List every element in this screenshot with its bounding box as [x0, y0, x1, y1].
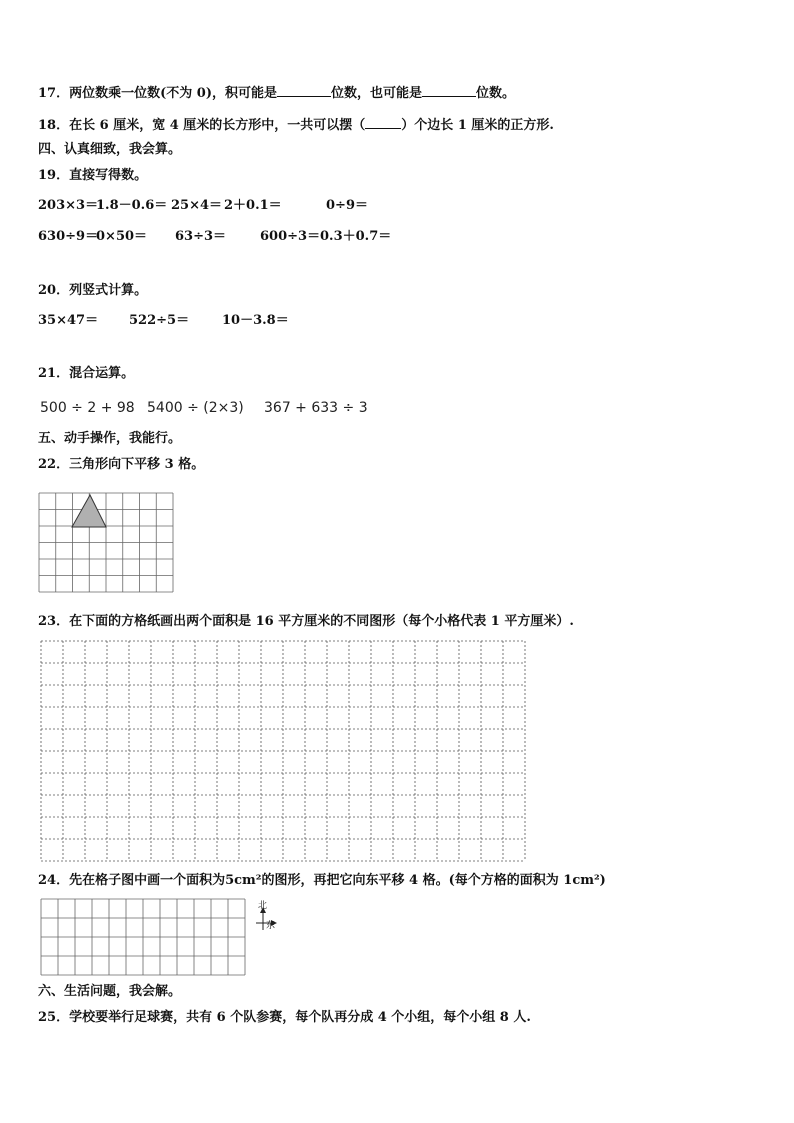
q23-grid-lines	[41, 641, 525, 861]
q20-item: 10－3.8＝	[222, 313, 289, 328]
q22-grid-lines	[39, 493, 173, 592]
q19-r2-item: 63÷3＝	[175, 229, 227, 244]
east-label: 东	[266, 921, 276, 931]
q24-grid-lines	[41, 899, 245, 975]
q25-title: 25．学校要举行足球赛，共有 6 个队参赛，每个队再分成 4 个小组，每个小组 8 人.	[38, 1010, 531, 1025]
question-17	[38, 84, 515, 102]
q21-item: 500 ÷ 2 + 98	[40, 400, 135, 416]
q19-r2-item: 630÷9＝	[38, 229, 99, 244]
q19-r2-item: 600÷3＝	[260, 229, 321, 244]
q19-title: 19．直接写得数。	[38, 168, 148, 183]
q17-text-b: 位数，也可能是	[330, 86, 422, 101]
q21-title: 21．混合运算。	[38, 366, 135, 381]
q17-blank-1[interactable]	[277, 84, 331, 97]
q19-r1-item: 1.8－0.6＝	[96, 198, 168, 213]
q22-grid[interactable]	[38, 492, 178, 594]
q21-item: 367 + 633 ÷ 3	[264, 400, 368, 416]
q21-item: 5400 ÷ (2×3)	[147, 400, 244, 416]
q20-item: 35×47＝	[38, 313, 99, 328]
question-18	[38, 116, 554, 134]
q17-text-a: 17．两位数乘一位数(不为 0)，积可能是	[38, 86, 277, 101]
compass-icon	[256, 899, 277, 931]
north-label: 北	[258, 901, 268, 911]
q17-text-c: 位数。	[475, 86, 515, 101]
q18-text-a: 18．在长 6 厘米，宽 4 厘米的长方形中，一共可以摆（	[38, 118, 366, 133]
q17-blank-2[interactable]	[422, 84, 476, 97]
triangle-shape[interactable]	[72, 495, 106, 527]
q19-r1-item: 25×4＝	[171, 198, 223, 213]
section-6-heading: 六、生活问题，我会解。	[38, 984, 182, 999]
q19-r1-item: 203×3＝	[38, 198, 99, 213]
q23-title: 23．在下面的方格纸画出两个面积是 16 平方厘米的不同图形（每个小格代表 1 平方厘米）.	[38, 614, 574, 629]
q24-grid[interactable]	[40, 898, 280, 978]
section-4-heading: 四、认真细致，我会算。	[38, 142, 182, 157]
q19-r1-item: 2＋0.1＝	[224, 198, 282, 213]
q19-r2-item: 0.3＋0.7＝	[320, 229, 392, 244]
q18-text-b: ）个边长 1 厘米的正方形.	[401, 118, 554, 133]
q20-item: 522÷5＝	[129, 313, 190, 328]
q23-grid[interactable]	[40, 640, 530, 862]
q19-r1-item: 0÷9＝	[326, 198, 368, 213]
section-5-heading: 五、动手操作，我能行。	[38, 431, 182, 446]
q24-title: 24．先在格子图中画一个面积为5cm²的图形，再把它向东平移 4 格。(每个方格的面积为 1cm²)	[38, 873, 606, 888]
q22-title: 22．三角形向下平移 3 格。	[38, 457, 205, 472]
q19-r2-item: 0×50＝	[96, 229, 148, 244]
q18-blank[interactable]	[365, 116, 401, 129]
q20-title: 20．列竖式计算。	[38, 283, 148, 298]
